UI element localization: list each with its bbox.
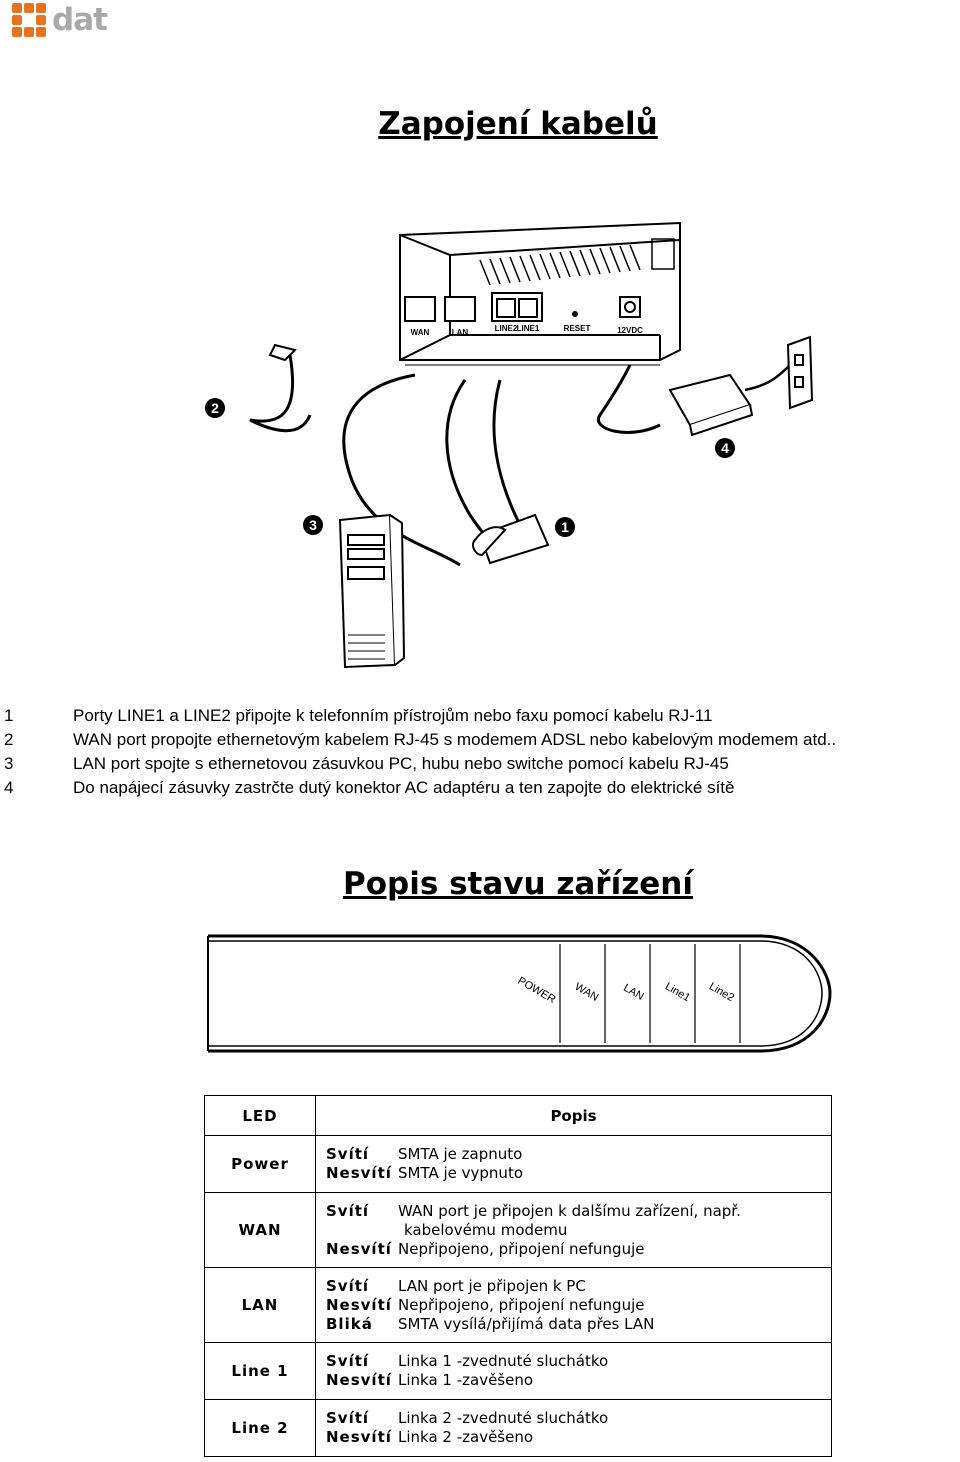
panel-label: WAN: [572, 980, 601, 1004]
led-name: Power: [205, 1136, 316, 1193]
led-status-table: [204, 1095, 832, 1457]
callout-number: 2: [211, 400, 219, 416]
state-text: SMTA je vypnuto: [398, 1164, 524, 1182]
state-text: Nepřipojeno, připojení nefunguje: [398, 1295, 645, 1314]
led-state: Bliká: [326, 1314, 373, 1333]
title-status: Popis stavu zařízení: [343, 866, 693, 902]
step-number: 3: [4, 754, 14, 773]
port-label: LAN: [451, 328, 469, 337]
port-label: RESET: [563, 324, 591, 333]
state-text: Linka 2 -zvednuté sluchátko: [398, 1409, 609, 1427]
callout-number: 1: [561, 519, 569, 535]
panel-label: POWER: [515, 974, 558, 1006]
step-item: [0, 730, 960, 754]
step-item: [0, 754, 960, 778]
table-row: [205, 1268, 832, 1343]
led-state: Nesvítí: [326, 1428, 392, 1446]
port-label: LINE2: [494, 324, 518, 333]
table-header-row: [205, 1096, 832, 1136]
header-led: LED: [205, 1096, 316, 1136]
led-state: Nesvítí: [326, 1371, 392, 1389]
panel-label: Line2: [706, 980, 737, 1005]
header-description: Popis: [316, 1096, 832, 1136]
port-label: WAN: [410, 328, 430, 337]
logo: [12, 2, 107, 38]
led-state: Svítí: [326, 1201, 370, 1220]
step-text: Porty LINE1 a LINE2 připojte k telefonním přístrojům nebo faxu pomocí kabelu RJ-11: [73, 706, 713, 725]
state-text: SMTA je zapnuto: [398, 1145, 523, 1163]
state-text: SMTA vysílá/přijímá data přes LAN: [398, 1314, 655, 1333]
panel-label: LAN: [621, 981, 646, 1003]
title-connection: Zapojení kabelů: [378, 106, 658, 142]
led-name: WAN: [205, 1193, 316, 1268]
step-item: [0, 706, 960, 730]
led-state: Nesvítí: [326, 1239, 392, 1258]
state-text: Linka 2 -zavěšeno: [398, 1428, 534, 1446]
led-name: Line 1: [205, 1343, 316, 1400]
led-name: Line 2: [205, 1400, 316, 1457]
state-text: WAN port je připojen k dalšímu zařízení, např.: [398, 1201, 741, 1220]
panel-label: Line1: [662, 980, 693, 1005]
step-number: 4: [4, 778, 14, 797]
step-number: 1: [4, 706, 14, 725]
led-name: LAN: [205, 1268, 316, 1343]
port-label: LINE1: [516, 324, 540, 333]
table-row: [205, 1193, 832, 1268]
step-number: 2: [4, 730, 14, 749]
step-item: [0, 778, 960, 802]
state-text: Linka 1 -zavěšeno: [398, 1371, 534, 1389]
connection-diagram: [190, 215, 830, 670]
logo-text: dat: [52, 2, 107, 38]
table-row: [205, 1136, 832, 1193]
table-row: [205, 1400, 832, 1457]
led-description: [316, 1193, 832, 1268]
led-description: [316, 1343, 832, 1400]
front-panel-diagram: [200, 928, 840, 1058]
led-state: Svítí: [326, 1276, 370, 1295]
led-description: [316, 1136, 832, 1193]
led-state: Svítí: [326, 1409, 370, 1427]
table-row: [205, 1343, 832, 1400]
led-description: [316, 1268, 832, 1343]
led-state: Svítí: [326, 1145, 370, 1163]
step-text: LAN port spojte s ethernetovou zásuvkou PC, hubu nebo switche pomocí kabelu RJ-45: [73, 754, 729, 773]
led-description: [316, 1400, 832, 1457]
state-text: Linka 1 -zvednuté sluchátko: [398, 1352, 609, 1370]
led-state: Nesvítí: [326, 1164, 392, 1182]
state-text: LAN port je připojen k PC: [398, 1276, 586, 1295]
state-text: Nepřipojeno, připojení nefunguje: [398, 1239, 645, 1258]
led-state: Svítí: [326, 1352, 370, 1370]
logo-mark-icon: [12, 3, 46, 37]
callout-number: 4: [721, 440, 729, 456]
state-text-continued: kabelovému modemu: [404, 1220, 568, 1239]
port-label: 12VDC: [617, 326, 643, 335]
step-text: WAN port propojte ethernetovým kabelem RJ-45 s modemem ADSL nebo kabelovým modemem atd..: [73, 730, 837, 749]
led-state: Nesvítí: [326, 1295, 392, 1314]
step-text: Do napájecí zásuvky zastrčte dutý konektor AC adaptéru a ten zapojte do elektrické sítě: [73, 778, 735, 797]
callout-number: 3: [309, 517, 317, 533]
